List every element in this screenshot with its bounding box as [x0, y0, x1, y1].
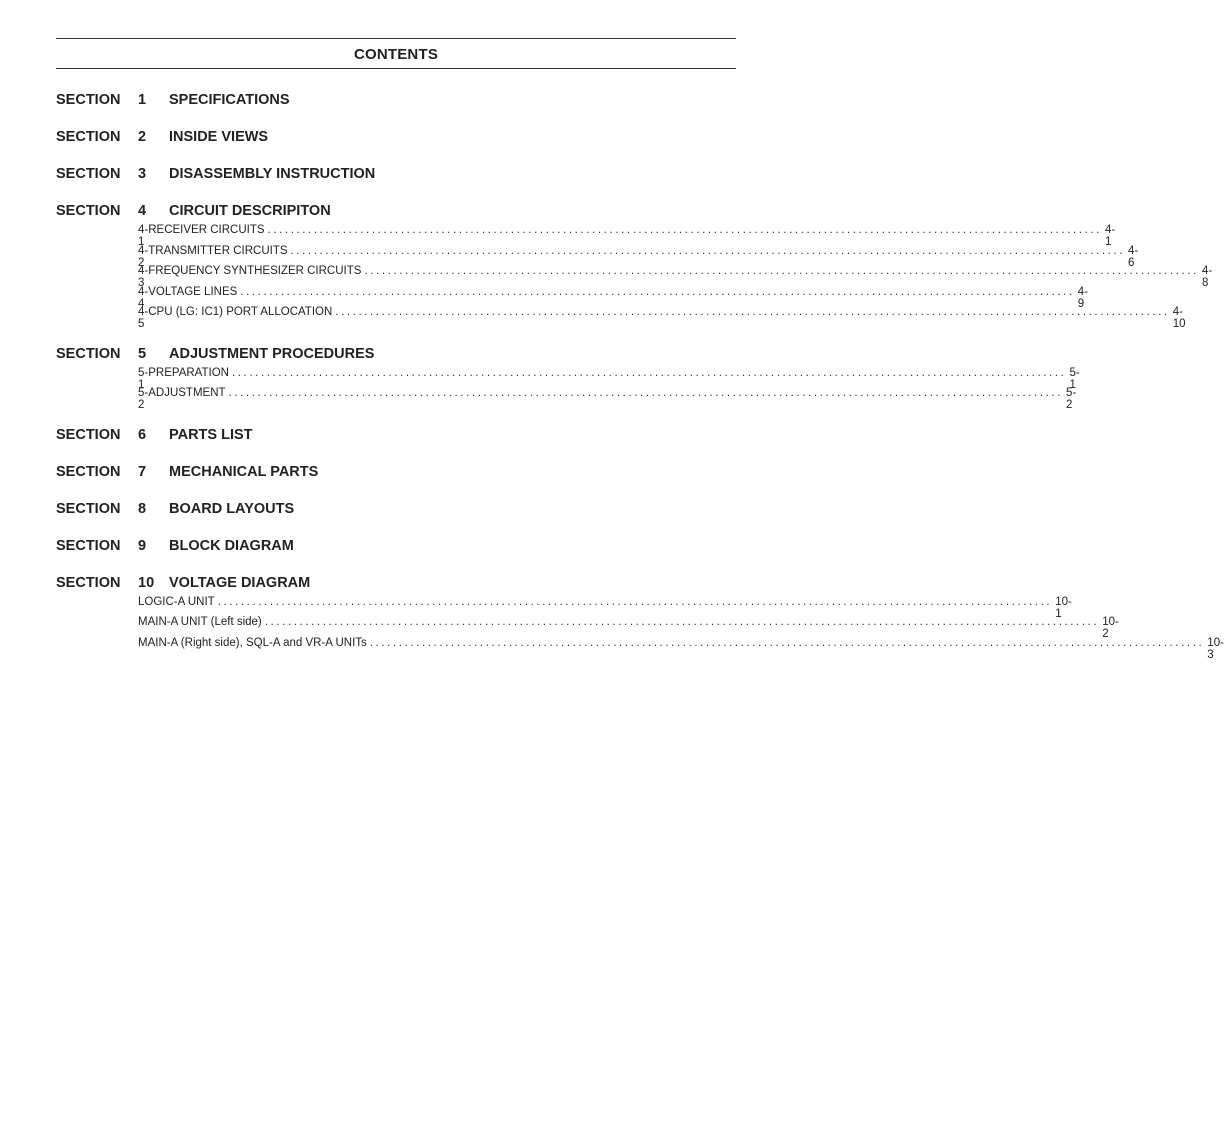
entry-page-number: 5-1: [1069, 366, 1080, 391]
section-number: 3: [138, 166, 147, 182]
dot-leader: ................................................................................................................................................: [264, 616, 1100, 628]
dot-leader: ................................................................................................................................................: [228, 387, 1064, 399]
section-label: SECTION: [56, 345, 121, 362]
section-number: 9: [138, 537, 147, 554]
section-label: SECTION: [56, 203, 121, 219]
top-rule: [56, 38, 736, 39]
toc-entry[interactable]: [56, 636, 1224, 661]
section-title: VOLTAGE DIAGRAM: [169, 574, 311, 591]
section-title: BOARD LAYOUTS: [169, 500, 295, 517]
section-heading[interactable]: [56, 346, 736, 364]
section-title: DISASSEMBLY INSTRUCTION: [169, 166, 376, 182]
section-title: BLOCK DIAGRAM: [169, 537, 294, 554]
section-title: CIRCUIT DESCRIPITON: [169, 203, 331, 219]
toc-section-2: [56, 129, 736, 147]
section-heading[interactable]: [56, 129, 736, 147]
toc-entry[interactable]: [56, 616, 1119, 640]
section-label: SECTION: [56, 500, 121, 517]
table-of-contents: [56, 92, 1224, 676]
toc-section-7: [56, 464, 736, 482]
section-entries: [56, 366, 1080, 411]
section-label: SECTION: [56, 426, 121, 443]
section-number: 6: [138, 426, 147, 443]
entry-title: FREQUENCY SYNTHESIZER CIRCUITS: [148, 265, 362, 277]
toc-section-10: [56, 574, 1224, 661]
section-heading[interactable]: [56, 464, 736, 482]
section-label: SECTION: [56, 463, 121, 480]
toc-section-8: [56, 501, 736, 519]
toc-entry[interactable]: [56, 244, 1139, 269]
dot-leader: ................................................................................................................................................: [364, 265, 1199, 277]
section-label: SECTION: [56, 92, 121, 108]
dot-leader: ................................................................................................................................................: [267, 224, 1103, 236]
entry-page-number: 4-6: [1128, 244, 1139, 269]
section-number: 5: [138, 345, 147, 362]
bottom-rule: [56, 68, 736, 69]
dot-leader: ................................................................................................................................................: [217, 595, 1053, 608]
entry-number: 5-2: [138, 387, 149, 411]
toc-section-3: [56, 166, 736, 184]
toc-section-1: [56, 92, 736, 110]
entry-page-number: 10-3: [1207, 636, 1224, 661]
entry-title: PREPARATION: [148, 366, 229, 379]
section-entries: [56, 224, 1213, 330]
section-title: MECHANICAL PARTS: [169, 463, 319, 480]
toc-section-4: [56, 203, 1213, 330]
entry-title: ADJUSTMENT: [148, 387, 226, 399]
section-heading[interactable]: [56, 427, 736, 445]
entry-page-number: 4-9: [1077, 285, 1089, 310]
section-title: PARTS LIST: [169, 426, 253, 443]
dot-leader: ................................................................................................................................................: [290, 244, 1126, 257]
section-number: 7: [138, 463, 147, 480]
section-heading[interactable]: [56, 166, 736, 184]
entry-title: RECEIVER CIRCUITS: [148, 224, 265, 236]
dot-leader: ................................................................................................................................................: [335, 306, 1170, 318]
entry-page-number: 5-2: [1066, 387, 1077, 411]
dot-leader: ................................................................................................................................................: [240, 285, 1075, 298]
entry-number: 4-5: [138, 306, 149, 330]
section-number: 2: [138, 129, 147, 145]
entry-page-number: 4-1: [1105, 224, 1116, 248]
section-heading[interactable]: [56, 203, 736, 221]
section-title: INSIDE VIEWS: [169, 129, 269, 145]
section-heading[interactable]: [56, 92, 736, 110]
entry-page-number: 4-10: [1172, 306, 1186, 330]
section-label: SECTION: [56, 574, 121, 591]
entry-page-number: 10-2: [1102, 616, 1119, 640]
section-number: 10: [138, 574, 155, 591]
entry-title: TRANSMITTER CIRCUITS: [148, 244, 288, 257]
toc-entry[interactable]: [56, 306, 1186, 330]
page-title: CONTENTS: [353, 46, 439, 63]
toc-entry[interactable]: [56, 224, 1116, 248]
entry-number: 4-1: [138, 224, 149, 248]
section-label: SECTION: [56, 129, 121, 145]
toc-section-6: [56, 427, 736, 445]
section-heading[interactable]: [56, 501, 736, 519]
toc-section-9: [56, 538, 736, 556]
entry-title: VOLTAGE LINES: [148, 285, 238, 298]
entry-page-number: 10-1: [1055, 595, 1072, 620]
dot-leader: ................................................................................................................................................: [369, 636, 1205, 649]
section-heading[interactable]: [56, 538, 736, 556]
entry-number: 4-2: [138, 244, 149, 269]
toc-entry[interactable]: [56, 366, 1080, 391]
entry-title: MAIN-A UNIT (Left side): [138, 616, 262, 628]
section-number: 4: [138, 203, 147, 219]
section-heading[interactable]: [56, 575, 736, 593]
section-label: SECTION: [56, 166, 121, 182]
entry-number: 5-1: [138, 366, 149, 391]
section-title: ADJUSTMENT PROCEDURES: [169, 345, 375, 362]
section-entries: [56, 595, 1224, 661]
toc-section-5: [56, 345, 1080, 411]
toc-entry[interactable]: [56, 265, 1213, 289]
section-number: 1: [138, 92, 147, 108]
section-title: SPECIFICATIONS: [169, 92, 290, 108]
toc-entry[interactable]: [56, 285, 1089, 310]
entry-number: 4-4: [138, 285, 149, 310]
entry-title: MAIN-A (Right side), SQL-A and VR-A UNITs: [138, 636, 367, 649]
entry-title: CPU (LG: IC1) PORT ALLOCATION: [148, 306, 333, 318]
dot-leader: ................................................................................................................................................: [231, 366, 1067, 379]
entry-page-number: 4-8: [1201, 265, 1213, 289]
section-number: 8: [138, 500, 147, 517]
toc-entry[interactable]: [56, 595, 1072, 620]
section-label: SECTION: [56, 537, 121, 554]
entry-number: 4-3: [138, 265, 149, 289]
toc-entry[interactable]: [56, 387, 1077, 411]
entry-title: LOGIC-A UNIT: [138, 595, 215, 608]
